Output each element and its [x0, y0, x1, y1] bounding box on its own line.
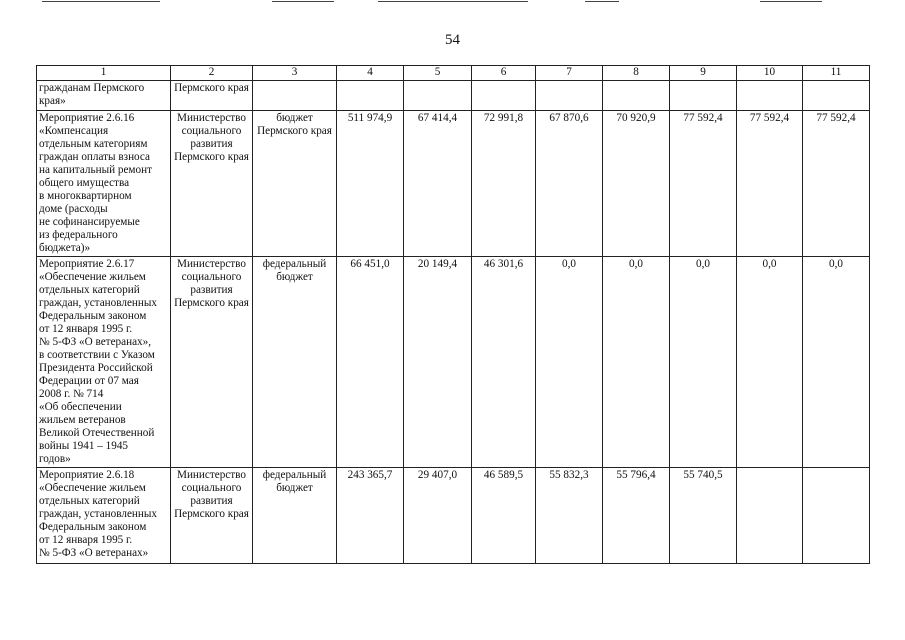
table-row [37, 468, 870, 564]
value-cell: 67 870,6 [536, 111, 603, 257]
header-cell: 6 [472, 66, 536, 81]
activity-name-cell: гражданам Пермского края» [37, 81, 171, 111]
value-cell: 511 974,9 [337, 111, 404, 257]
header-cell: 4 [337, 66, 404, 81]
value-cell: 55 832,3 [536, 468, 603, 564]
value-cell [472, 81, 536, 111]
funding-source-cell [253, 81, 337, 111]
value-cell: 29 407,0 [404, 468, 472, 564]
value-cell [803, 81, 870, 111]
table-row [37, 111, 870, 257]
value-cell: 0,0 [603, 257, 670, 468]
header-cell: 3 [253, 66, 337, 81]
value-cell [536, 81, 603, 111]
value-cell: 77 592,4 [803, 111, 870, 257]
table-row [37, 81, 870, 111]
responsible-cell: Министерство социального развития Пермского края [171, 111, 253, 257]
value-cell: 70 920,9 [603, 111, 670, 257]
value-cell: 243 365,7 [337, 468, 404, 564]
budget-table [36, 65, 870, 564]
header-cell: 1 [37, 66, 171, 81]
value-cell: 20 149,4 [404, 257, 472, 468]
value-cell: 55 796,4 [603, 468, 670, 564]
header-row [37, 66, 870, 81]
value-cell: 72 991,8 [472, 111, 536, 257]
header-cell: 10 [737, 66, 803, 81]
value-cell: 77 592,4 [670, 111, 737, 257]
value-cell: 67 414,4 [404, 111, 472, 257]
responsible-cell: Министерство социального развития Пермского края [171, 468, 253, 564]
value-cell: 46 589,5 [472, 468, 536, 564]
value-cell [670, 81, 737, 111]
value-cell: 55 740,5 [670, 468, 737, 564]
value-cell: 66 451,0 [337, 257, 404, 468]
responsible-cell: Министерство социального развития Пермского края [171, 257, 253, 468]
funding-source-cell: бюджет Пермского края [253, 111, 337, 257]
responsible-cell: Пермского края [171, 81, 253, 111]
value-cell: 77 592,4 [737, 111, 803, 257]
value-cell [737, 81, 803, 111]
activity-name-cell: Мероприятие 2.6.16 «Компенсация отдельным категориям граждан оплаты взноса на капитальный ремонт общего имущества в многоквартирном доме (расходы не софинансируемые из федерального бюджета)» [37, 111, 171, 257]
header-cell: 9 [670, 66, 737, 81]
value-cell: 0,0 [737, 257, 803, 468]
funding-source-cell: федеральный бюджет [253, 468, 337, 564]
value-cell [404, 81, 472, 111]
value-cell [603, 81, 670, 111]
value-cell: 0,0 [670, 257, 737, 468]
header-cell: 11 [803, 66, 870, 81]
value-cell [803, 468, 870, 564]
header-cell: 7 [536, 66, 603, 81]
table-row [37, 257, 870, 468]
header-cell: 5 [404, 66, 472, 81]
header-cell: 2 [171, 66, 253, 81]
activity-name-cell: Мероприятие 2.6.18 «Обеспечение жильем отдельных категорий граждан, установленных Федеральным законом от 12 января 1995 г. № 5-ФЗ «О ветеранах» [37, 468, 171, 564]
value-cell [337, 81, 404, 111]
activity-name-cell: Мероприятие 2.6.17 «Обеспечение жильем отдельных категорий граждан, установленных Федеральным законом от 12 января 1995 г. № 5-ФЗ «О ветеранах», в соответствии с Указом Президента Российской Федерации от 07 мая 2008 г. № 714 «Об обеспечении жильем ветеранов Великой Отечественной войны 1941 – 1945 годов» [37, 257, 171, 468]
value-cell: 0,0 [803, 257, 870, 468]
value-cell [737, 468, 803, 564]
value-cell: 46 301,6 [472, 257, 536, 468]
value-cell: 0,0 [536, 257, 603, 468]
page-number: 54 [445, 32, 460, 48]
funding-source-cell: федеральный бюджет [253, 257, 337, 468]
header-cell: 8 [603, 66, 670, 81]
scan-top-edge-lines [0, 0, 905, 4]
